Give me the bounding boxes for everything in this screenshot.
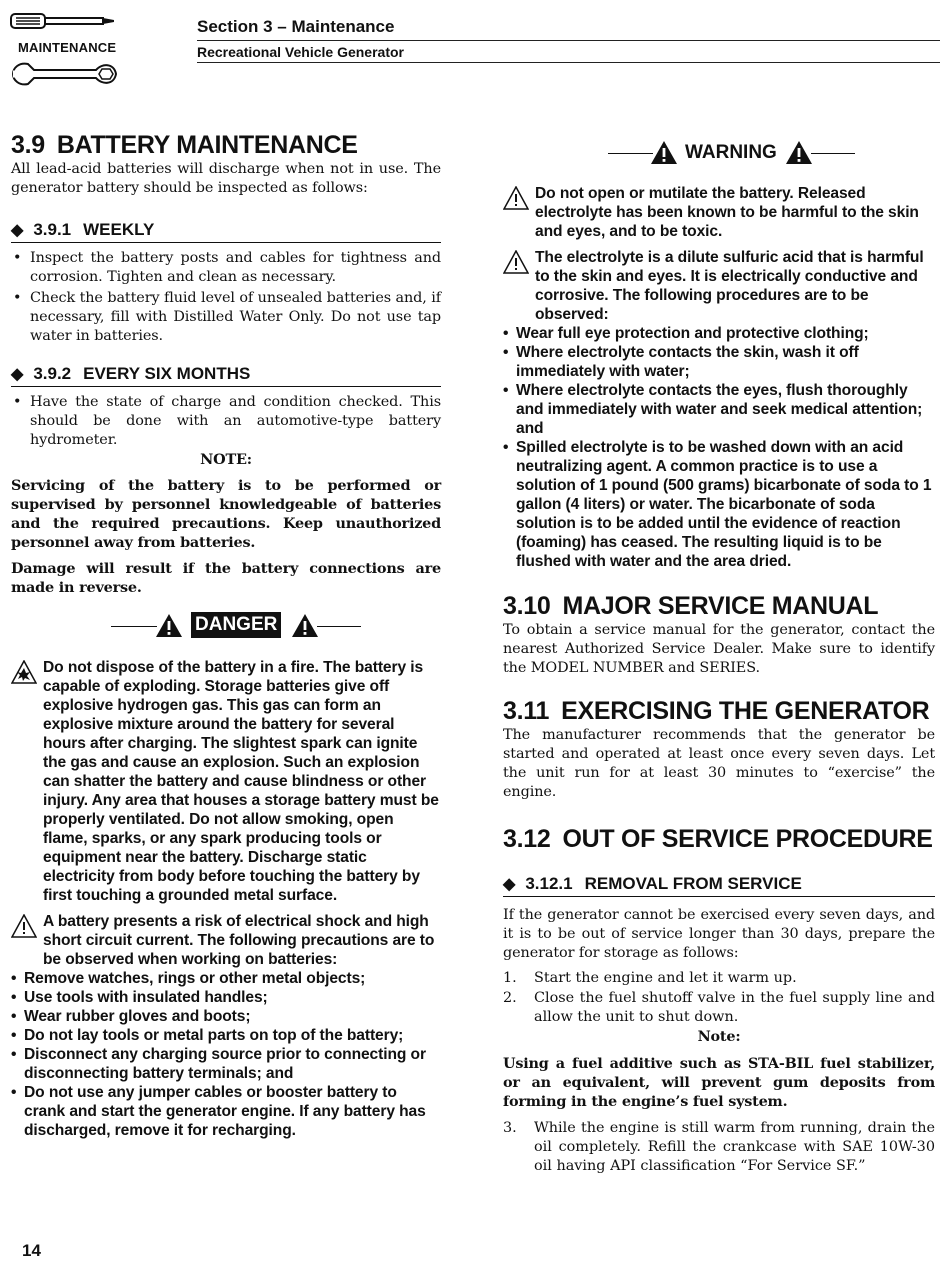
section-3-9-2-heading [11, 364, 441, 387]
section-title: OUT OF SERVICE PROCEDURE [562, 825, 933, 853]
section-title: REMOVAL FROM SERVICE [584, 874, 802, 893]
danger-explosion-paragraph [11, 658, 441, 905]
section-number: 3.9.2 [33, 364, 72, 383]
right-column [503, 138, 935, 1176]
note-servicing: Servicing of the battery is to be performed or supervised by personnel knowledgeable of batteries and the required precautions. Keep unauthorized personnel away from batteries. [11, 477, 441, 551]
banner-rule [317, 626, 361, 627]
removal-intro: If the generator cannot be exercised every seven days, and it is to be out of service longer than 30 days, prepare the generator for storage as follows: [503, 907, 935, 961]
list-item [503, 969, 935, 988]
section-3-12-heading [503, 824, 935, 854]
section-number: 3.9.1 [33, 220, 72, 239]
fuel-additive-note: Using a fuel additive such as STA-BIL fuel stabilizer, or an equivalent, will prevent gum deposits from forming in the engine’s fuel system. [503, 1055, 935, 1110]
warning-banner [503, 138, 935, 168]
step-text: Start the engine and let it warm up. [534, 970, 797, 986]
caution-triangle-icon [503, 250, 529, 274]
maintenance-logo [10, 8, 120, 90]
list-item: • Use tools with insulated handles; [11, 988, 441, 1007]
diamond-icon: ◆ [503, 876, 516, 893]
section-number: 3.12 [503, 825, 551, 853]
list-item [503, 989, 935, 1027]
wrench-icon [10, 58, 118, 90]
warning-triangle-icon [155, 613, 183, 638]
diamond-icon: ◆ [11, 222, 24, 239]
section-3-9-1-heading [11, 220, 441, 243]
section-number: 3.12.1 [525, 874, 573, 893]
section-number: 3.11 [503, 697, 550, 725]
warning-triangle-icon [291, 613, 319, 638]
note-label: Note: [697, 1028, 741, 1045]
left-column [11, 130, 441, 1140]
section-number: 3.10 [503, 592, 551, 620]
banner-rule [111, 626, 157, 627]
list-item: • Disconnect any charging source prior to connecting or disconnecting battery terminals; and [11, 1045, 441, 1083]
section-3-9-heading [11, 130, 441, 160]
header-rule [197, 40, 940, 41]
electrolyte-procedures-list [503, 324, 935, 571]
battery-intro: All lead-acid batteries will discharge when not in use. The generator battery should be inspected as follows: [11, 161, 441, 196]
section-header: Section 3 – Maintenance [197, 17, 395, 36]
removal-steps-continued [503, 1119, 935, 1176]
danger-banner [11, 611, 441, 641]
section-3-10-heading [503, 591, 935, 621]
step-text: While the engine is still warm from running, drain the oil completely. Refill the crankcase with SAE 10W-30 oil having API classification “For Service SF.” [534, 1120, 935, 1174]
step-number: 2. [503, 990, 517, 1006]
warning-label: WARNING [685, 142, 777, 163]
section-title: WEEKLY [83, 220, 155, 239]
exercising-text: The manufacturer recommends that the generator be started and operated at least once every seven days. Let the unit run for at least 30 minutes to “exercise” the engine. [503, 727, 935, 800]
section-3-12-1-heading [503, 874, 935, 897]
header-subtitle: Recreational Vehicle Generator [197, 44, 404, 60]
list-item: • Do not lay tools or metal parts on top of the battery; [11, 1026, 441, 1045]
list-item: • Wear full eye protection and protective clothing; [503, 324, 935, 343]
banner-rule [811, 153, 855, 154]
service-manual-text: To obtain a service manual for the generator, contact the nearest Authorized Service Dealer. Make sure to identify the MODEL NUMBER and SERIES. [503, 622, 935, 676]
list-item: • Do not use any jumper cables or booster battery to crank and start the generator engine. If any battery has discharged, remove it for recharging. [11, 1083, 441, 1140]
warning-text: The electrolyte is a dilute sulfuric acid that is harmful to the skin and eyes. It is electrically conductive and corrosive. The following procedures are to be observed: [535, 249, 924, 323]
warning-battery-paragraph [503, 184, 935, 241]
banner-rule [608, 153, 653, 154]
warning-triangle-icon [785, 140, 813, 165]
section-3-11-heading [503, 696, 935, 726]
warning-electrolyte-paragraph [503, 248, 935, 324]
list-item: • Wear rubber gloves and boots; [11, 1007, 441, 1026]
six-months-list [11, 393, 441, 450]
section-title: BATTERY MAINTENANCE [56, 131, 358, 159]
page-number: 14 [22, 1241, 41, 1260]
danger-precautions-list [11, 969, 441, 1140]
warning-text: Do not open or mutilate the battery. Released electrolyte has been known to be harmful to the skin and eyes, and to be toxic. [535, 185, 919, 240]
danger-text: A battery presents a risk of electrical shock and high short circuit current. The following precautions are to be observed when working on batteries: [43, 913, 435, 968]
list-item: • Have the state of charge and condition checked. This should be done with an automotive-type battery hydrometer. [11, 393, 441, 450]
section-title: MAJOR SERVICE MANUAL [562, 592, 879, 620]
danger-shock-paragraph [11, 912, 441, 969]
note-damage: Damage will result if the battery connections are made in reverse. [11, 560, 441, 596]
screwdriver-icon [10, 10, 116, 32]
list-item: • Where electrolyte contacts the eyes, flush thoroughly and immediately with water and seek medical attention; and [503, 381, 935, 438]
section-title: EVERY SIX MONTHS [83, 364, 251, 383]
header-rule [197, 62, 940, 63]
warning-triangle-icon [650, 140, 678, 165]
list-item: • Remove watches, rings or other metal objects; [11, 969, 441, 988]
section-title: EXERCISING THE GENERATOR [561, 697, 930, 725]
explosion-hazard-icon [11, 660, 37, 684]
diamond-icon: ◆ [11, 366, 24, 383]
list-item: • Inspect the battery posts and cables for tightness and corrosion. Tighten and clean as necessary. [11, 249, 441, 287]
logo-label: MAINTENANCE [18, 40, 117, 55]
list-item: • Check the battery fluid level of unsealed batteries and, if necessary, fill with Distilled Water Only. Do not use tap water in batteries. [11, 289, 441, 346]
danger-label: DANGER [191, 612, 281, 638]
caution-triangle-icon [11, 914, 37, 938]
step-number: 1. [503, 970, 517, 986]
section-number: 3.9 [11, 131, 45, 159]
removal-steps [503, 969, 935, 1027]
list-item: • Spilled electrolyte is to be washed down with an acid neutralizing agent. A common practice is to use a solution of 1 pound (500 grams) bicarbonate of soda to 1 gallon (4 liters) or water. The bicarbonate of soda solution is to be added until the evidence of reaction (foaming) has ceased. The resulting liquid is to be flushed with water and the area dried. [503, 438, 935, 571]
list-item [503, 1119, 935, 1176]
danger-text: Do not dispose of the battery in a fire. The battery is capable of exploding. Storage batteries give off explosive hydrogen gas. This gas can form an explosive mixture around the battery for several hours after charging. The slightest spark can ignite the gas and cause an explosion. Such an explosion can shatter the battery and cause blindness or other injury. Any area that houses a storage battery must be properly ventilated. Do not allow smoking, open flame, sparks, or any spark producing tools or equipment near the battery. Discharge static electricity from body before touching the battery by first touching a grounded metal surface. [43, 659, 439, 904]
step-number: 3. [503, 1120, 517, 1136]
weekly-list [11, 249, 441, 346]
step-text: Close the fuel shutoff valve in the fuel supply line and allow the unit to shut down. [534, 990, 935, 1025]
caution-triangle-icon [503, 186, 529, 210]
list-item: • Where electrolyte contacts the skin, wash it off immediately with water; [503, 343, 935, 381]
note-label: NOTE: [200, 451, 252, 468]
